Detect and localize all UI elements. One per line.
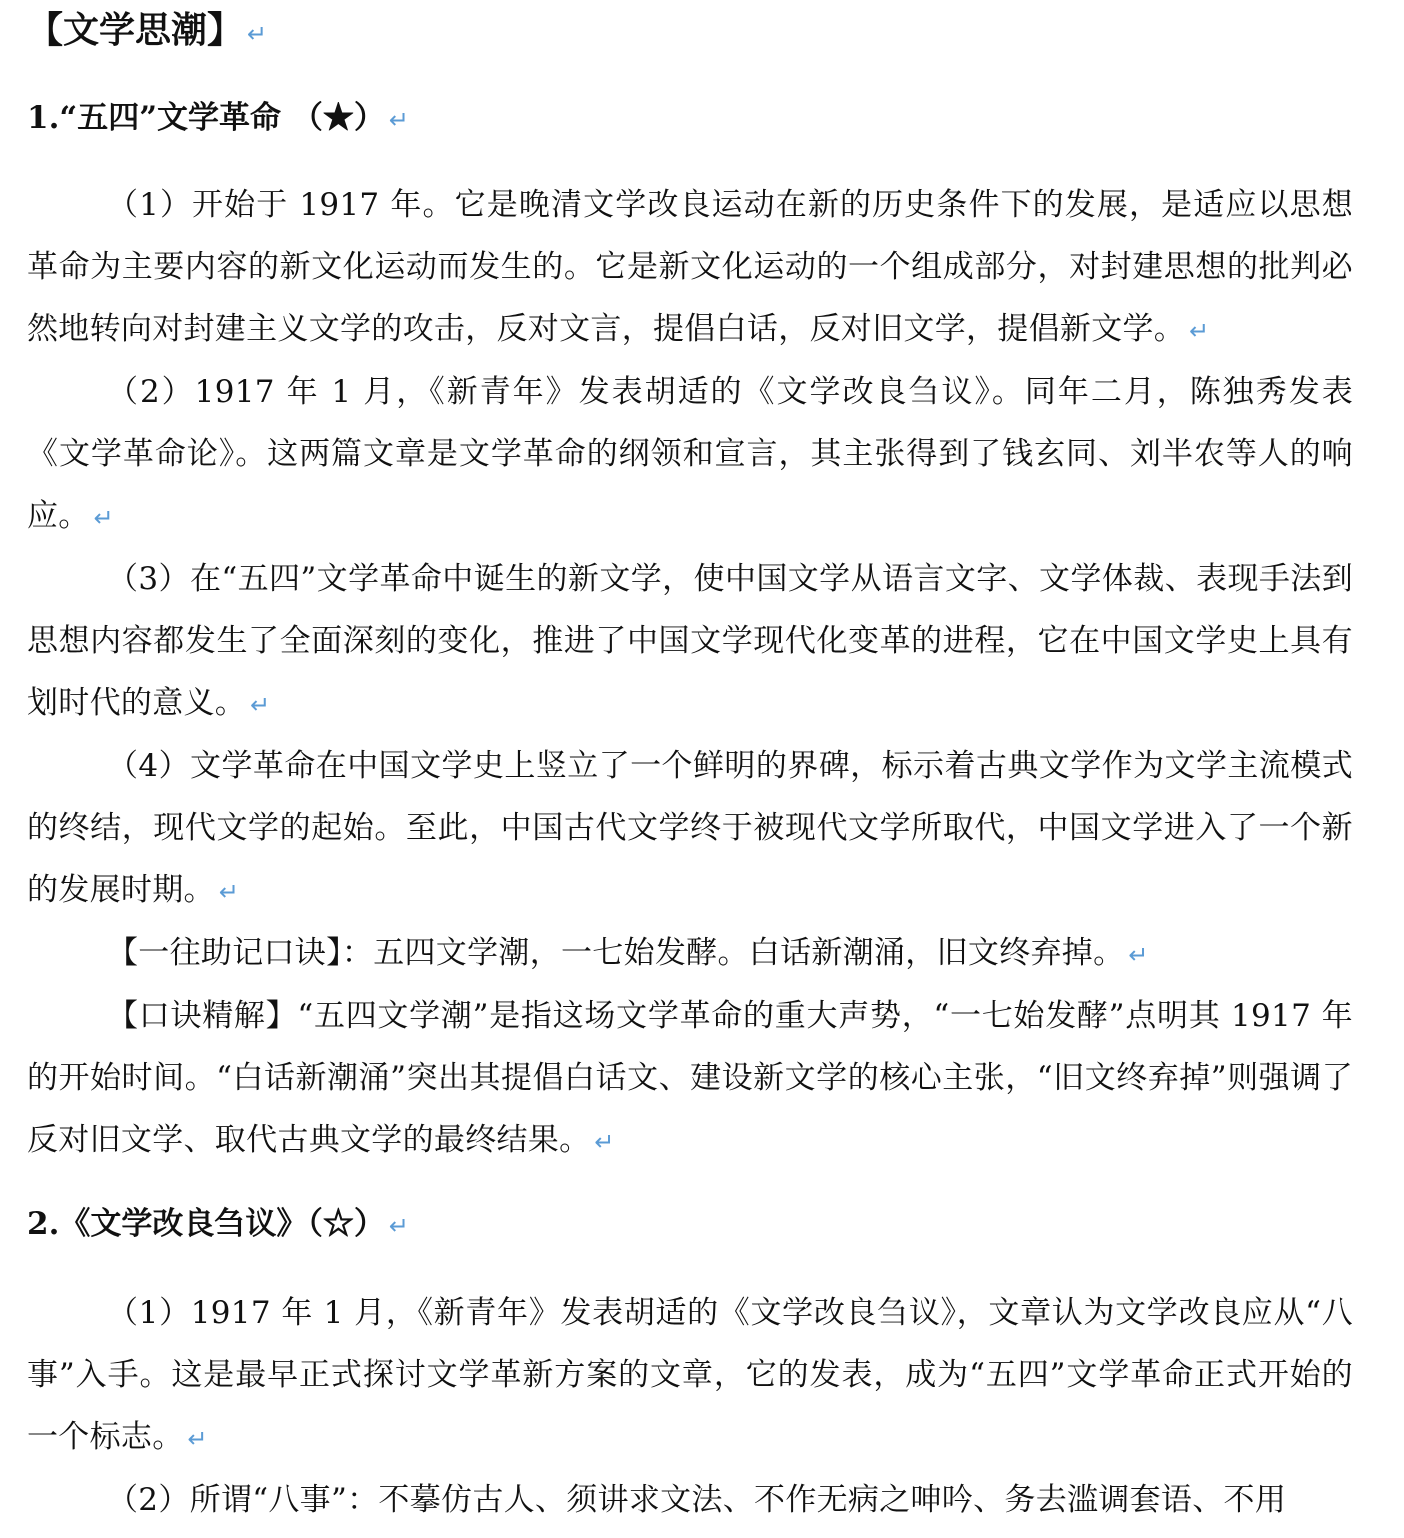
paragraph-text: 【口诀精解】“五四文学潮”是指这场文学革命的重大声势，“一七始发酵”点明其 1917 年的开始时间。“白话新潮涌”突出其提倡白话文、建设新文学的核心主张，“旧文终弃掉”则强调了反对旧文学、取代古典文学的最终结果。 bbox=[27, 998, 1353, 1158]
topic-heading-1 bbox=[27, 95, 409, 141]
paragraph-mark-icon: ↵ bbox=[187, 1425, 208, 1453]
section-title-text: 【文学思潮】 bbox=[27, 9, 244, 51]
paragraph-text: （1）开始于 1917 年。它是晚清文学改良运动在新的历史条件下的发展，是适应以思想革命为主要内容的新文化运动而发生的。它是新文化运动的一个组成部分，对封建思想的批判必然地转向对封建主义文学的攻击，反对文言，提倡白话，反对旧文学，提倡新文学。 bbox=[27, 187, 1353, 347]
paragraph-mark-icon: ↵ bbox=[388, 1212, 409, 1240]
topic-heading-text: 2.《文学改良刍议》（☆） bbox=[27, 1206, 385, 1242]
paragraph-text: 【一往助记口诀】：五四文学潮，一七始发酵。白话新潮涌，旧文终弃掉。 bbox=[107, 935, 1125, 971]
paragraph bbox=[27, 361, 1353, 549]
paragraph-mark-icon: ↵ bbox=[250, 691, 271, 719]
paragraph-text: （2）1917 年 1 月，《新青年》发表胡适的《文学改良刍议》。同年二月，陈独秀发表《文学革命论》。这两篇文章是文学革命的纲领和宣言，其主张得到了钱玄同、刘半农等人的响应。 bbox=[27, 374, 1353, 534]
paragraph-mark-icon: ↵ bbox=[594, 1128, 615, 1156]
paragraph-mark-icon: ↵ bbox=[1128, 941, 1149, 969]
paragraph-mark-icon: ↵ bbox=[1189, 317, 1210, 345]
mnemonic-explanation-paragraph bbox=[27, 985, 1353, 1173]
topic-heading-2 bbox=[27, 1201, 409, 1247]
paragraph bbox=[27, 1282, 1353, 1470]
paragraph-mark-icon: ↵ bbox=[388, 106, 409, 134]
paragraph-mark-icon: ↵ bbox=[93, 504, 115, 532]
paragraph-text: （1）1917 年 1 月，《新青年》发表胡适的《文学改良刍议》，文章认为文学改良应从“八事”入手。这是最早正式探讨文学革新方案的文章，它的发表，成为“五四”文学革命正式开始的一个标志。 bbox=[27, 1295, 1353, 1455]
paragraph-mark-icon: ↵ bbox=[247, 20, 268, 48]
paragraph bbox=[27, 1469, 1353, 1531]
paragraph bbox=[27, 548, 1353, 736]
paragraph-text: （2）所谓“八事”：不摹仿古人、须讲求文法、不作无病之呻吟、务去滥调套语、不用 bbox=[107, 1482, 1287, 1518]
paragraph-text: （4）文学革命在中国文学史上竖立了一个鲜明的界碑，标示着古典文学作为文学主流模式的终结，现代文学的起始。至此，中国古代文学终于被现代文学所取代，中国文学进入了一个新的发展时期。 bbox=[27, 748, 1353, 908]
topic-heading-text: 1.“五四”文学革命 （★） bbox=[27, 100, 385, 136]
paragraph bbox=[27, 174, 1353, 362]
paragraph bbox=[27, 735, 1353, 923]
paragraph-text: （3）在“五四”文学革命中诞生的新文学，使中国文学从语言文字、文学体裁、表现手法到思想内容都发生了全面深刻的变化，推进了中国文学现代化变革的进程，它在中国文学史上具有划时代的意义。 bbox=[27, 561, 1353, 721]
paragraph-mark-icon: ↵ bbox=[218, 878, 240, 906]
mnemonic-paragraph bbox=[27, 922, 1353, 986]
section-title bbox=[27, 6, 267, 54]
